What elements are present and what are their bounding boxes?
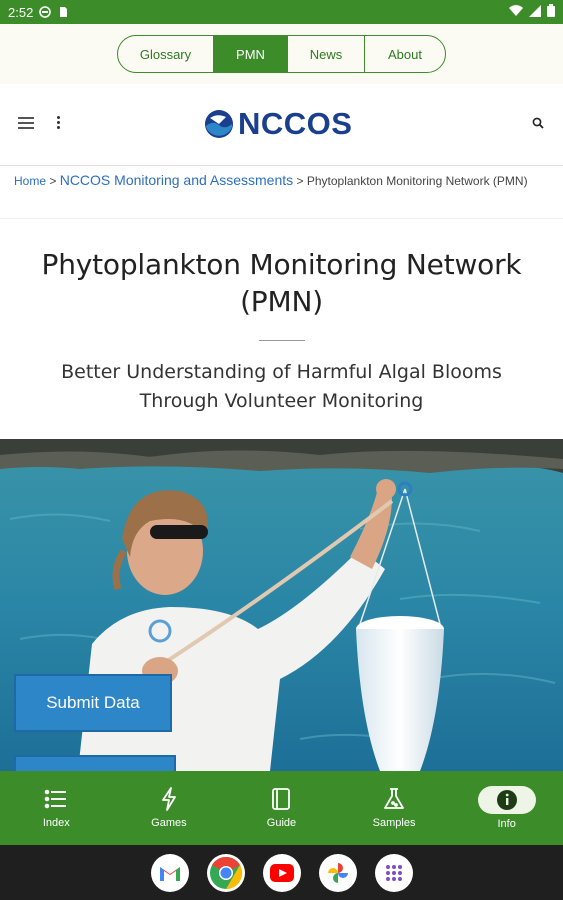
submit-data-button[interactable]: Submit Data <box>14 674 172 732</box>
secondary-hero-button[interactable] <box>14 755 176 771</box>
breadcrumb-home[interactable]: Home <box>14 174 47 188</box>
page-subtitle: Better Understanding of Harmful Algal Blooms Through Volunteer Monitoring <box>61 361 502 412</box>
active-indicator <box>478 786 536 814</box>
bottom-nav-label: Index <box>42 817 70 829</box>
top-nav-glossary[interactable]: Glossary <box>118 36 214 72</box>
divider <box>0 218 563 219</box>
apps-grid-icon[interactable] <box>375 854 413 892</box>
signal-icon <box>529 5 541 20</box>
bottom-nav-index[interactable] <box>0 771 113 845</box>
breadcrumb-section[interactable]: NCCOS Monitoring and Assessments <box>59 172 294 188</box>
lightning-icon <box>156 787 182 811</box>
bottom-nav <box>0 771 563 845</box>
bottom-nav-games[interactable] <box>113 771 226 845</box>
sd-card-icon <box>57 6 69 18</box>
nccos-logo[interactable] <box>204 108 352 140</box>
system-dock <box>0 845 563 900</box>
menu-icon[interactable] <box>18 117 34 129</box>
title-divider <box>259 340 305 341</box>
search-icon[interactable] <box>532 117 544 129</box>
status-time: 2:52 <box>8 4 34 20</box>
breadcrumb <box>14 170 554 191</box>
top-nav-bar <box>0 24 563 84</box>
top-nav-news[interactable]: News <box>288 36 365 72</box>
photos-icon[interactable] <box>319 854 357 892</box>
noaa-emblem-icon <box>204 109 234 139</box>
bottom-nav-label: Games <box>151 817 187 829</box>
more-options-icon[interactable] <box>57 116 61 130</box>
wifi-icon <box>509 5 523 20</box>
bottom-nav-label: Guide <box>266 817 297 829</box>
top-nav-about[interactable]: About <box>388 46 422 62</box>
info-icon <box>496 789 518 811</box>
flask-icon <box>381 787 407 811</box>
page-title: Phytoplankton Monitoring Network (PMN) <box>41 248 522 318</box>
book-icon <box>268 787 294 811</box>
bottom-nav-guide[interactable] <box>225 771 338 845</box>
logo-text: NCCOS <box>238 106 353 141</box>
battery-icon <box>547 4 555 20</box>
notification-icon <box>39 6 51 18</box>
site-header <box>0 84 563 166</box>
list-icon <box>43 787 69 811</box>
top-nav <box>117 35 446 73</box>
bottom-nav-label: Samples <box>372 817 416 829</box>
chrome-icon[interactable] <box>207 854 245 892</box>
breadcrumb-current: Phytoplankton Monitoring Network (PMN) <box>306 174 528 188</box>
gmail-icon[interactable] <box>151 854 189 892</box>
bottom-nav-info[interactable] <box>450 771 563 845</box>
youtube-icon[interactable] <box>263 854 301 892</box>
bottom-nav-label: Info <box>497 818 516 830</box>
breadcrumb-separator: > <box>46 174 60 188</box>
breadcrumb-separator: > <box>293 174 307 188</box>
bottom-nav-samples[interactable] <box>338 771 451 845</box>
top-nav-pmn[interactable]: PMN <box>214 36 288 72</box>
status-bar <box>0 0 563 24</box>
